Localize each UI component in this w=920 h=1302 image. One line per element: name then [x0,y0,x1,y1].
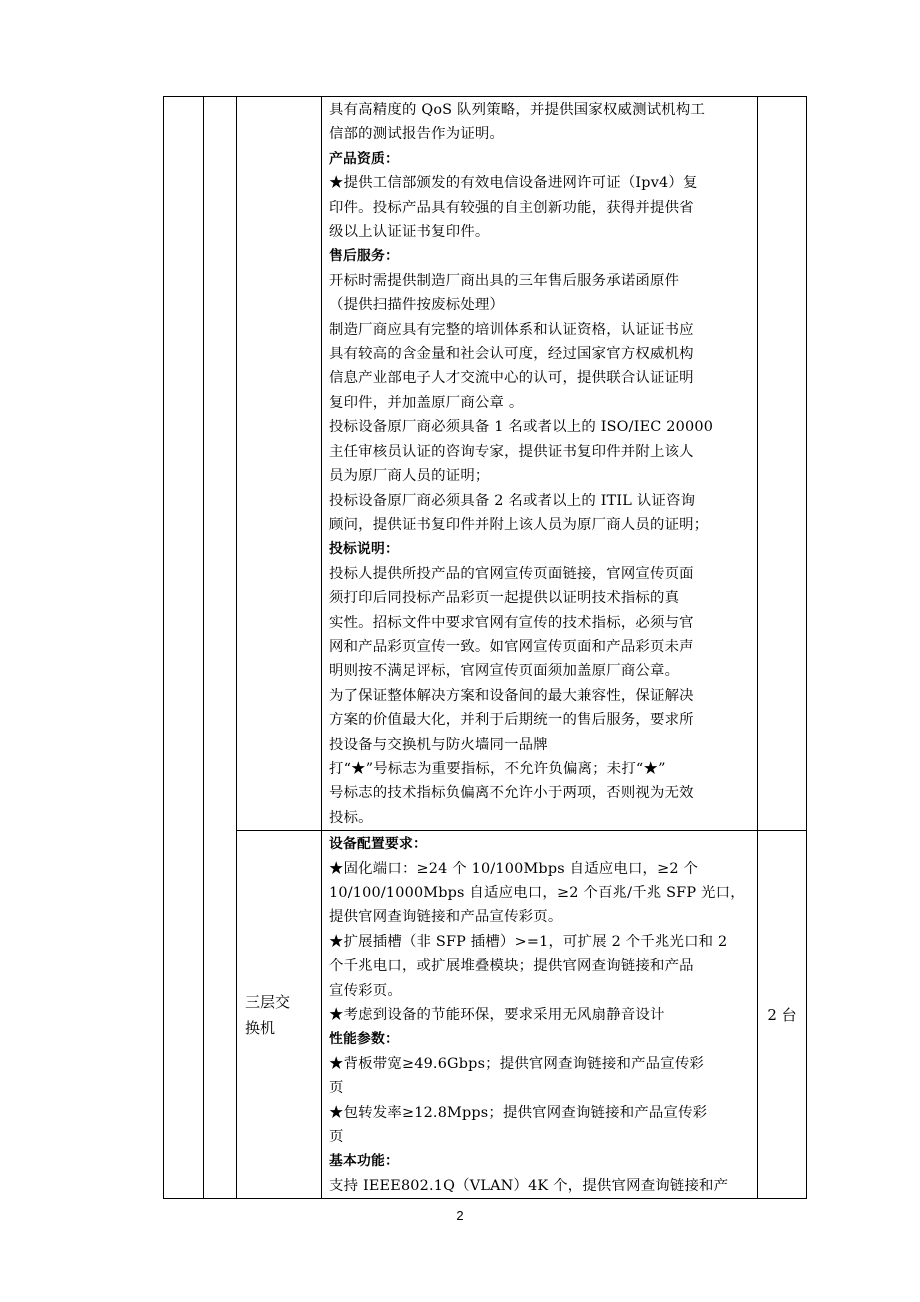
quantity-value: 2 台 [767,1006,797,1025]
text-line: 顾问，提供证书复印件并附上该人员为原厂商人员的证明； [329,516,709,533]
text-line: 信部的测试报告作为证明。 [329,126,505,143]
item-name-cell [237,97,322,831]
text-line: 投设备与交换机与防火墙同一品牌 [329,736,548,753]
spec-text [322,97,757,830]
text-line: 投标设备原厂商必须具备 1 名或者以上的 ISO/IEC 20000 [329,419,714,436]
text-line: 页 [329,1129,344,1146]
text-line: 方案的价值最大化，并利于后期统一的售后服务，要求所 [329,712,694,729]
text-line: 开标时需提供制造厂商出具的三年售后服务承诺函原件 [329,272,680,289]
section-heading: 设备配置要求： [329,836,427,853]
quantity-cell [758,97,807,831]
spec-cell [322,831,758,1199]
text-line: 页 [329,1080,344,1097]
text-line: 主任审核员认证的咨询专家，提供证书复印件并附上该人 [329,443,694,460]
text-line: 网和产品彩页宣传一致。如官网宣传页面和产品彩页未声 [329,638,694,655]
text-line: ★扩展插槽（非 SFP 插槽）>=1，可扩展 2 个千兆光口和 2 [329,933,728,950]
section-heading: 售后服务： [329,248,399,265]
index-cell [164,97,204,1199]
text-line: 实性。招标文件中要求官网有宣传的技术指标，必须与官 [329,614,694,631]
item-name: 三层交换机 [245,992,291,1037]
text-line: （提供扫描件按废标处理） [329,297,505,314]
text-line: ★背板带宽≥49.6Gbps；提供官网查询链接和产品宣传彩 [329,1055,705,1072]
text-line: 具有高精度的 QoS 队列策略，并提供国家权威测试机构工 [329,102,706,118]
text-line: 投标设备原厂商必须具备 2 名或者以上的 ITIL 认证咨询 [329,492,696,509]
text-line: 个千兆电口，或扩展堆叠模块；提供官网查询链接和产品 [329,958,694,975]
table-row [164,831,807,1199]
text-line: 制造厂商应具有完整的培训体系和认证资格，认证证书应 [329,321,694,338]
section-heading: 投标说明： [329,541,399,558]
text-line: 支持 IEEE802.1Q（VLAN）4K 个，提供官网查询链接和产 [329,1177,729,1194]
text-line: 号标志的技术指标负偏离不允许小于两项，否则视为无效 [329,785,694,802]
text-line: ★包转发率≥12.8Mpps；提供官网查询链接和产品宣传彩 [329,1104,708,1121]
item-name-cell [237,831,322,1199]
text-line: 提供官网查询链接和产品宣传彩页。 [329,909,563,926]
spec-text [322,831,757,1198]
text-line: 投标人提供所投产品的官网宣传页面链接，官网宣传页面 [329,565,694,582]
text-line: 信息产业部电子人才交流中心的认可，提供联合认证证明 [329,370,694,387]
text-line: 具有较高的含金量和社会认可度，经过国家官方权威机构 [329,346,694,363]
text-line: ★提供工信部颁发的有效电信设备进网许可证（Ipv4）复 [329,175,698,192]
page-number: 2 [456,1208,464,1223]
text-line: 明则按不满足评标，官网宣传页面须加盖原厂商公章。 [329,663,680,680]
text-line: 10/100/1000Mbps 自适应电口，≥2 个百兆/千兆 SFP 光口， [329,885,745,901]
text-line: 为了保证整体解决方案和设备间的最大兼容性，保证解决 [329,687,694,704]
section-heading: 产品资质： [329,150,399,167]
text-line: 员为原厂商人员的证明； [329,468,490,485]
section-heading: 基本功能： [329,1153,399,1170]
text-line: ★固化端口：≥24 个 10/100Mbps 自适应电口，≥2 个 [329,860,699,877]
section-heading: 性能参数： [329,1031,399,1048]
text-line: 印件。投标产品具有较强的自主创新功能，获得并提供省 [329,199,694,216]
quantity-cell [758,831,807,1199]
category-cell [204,97,237,1199]
spec-table [163,96,807,1199]
text-line: 级以上认证证书复印件。 [329,224,490,241]
text-line: 投标。 [329,809,373,826]
text-line: ★考虑到设备的节能环保，要求采用无风扇静音设计 [329,1007,665,1024]
table-row [164,97,807,831]
text-line: 复印件，并加盖原厂商公章 。 [329,394,524,411]
text-line: 打“★”号标志为重要指标，不允许负偏离；未打“★” [329,760,666,777]
text-line: 须打印后同投标产品彩页一起提供以证明技术指标的真 [329,590,680,607]
spec-cell [322,97,758,831]
text-line: 宣传彩页。 [329,982,402,999]
